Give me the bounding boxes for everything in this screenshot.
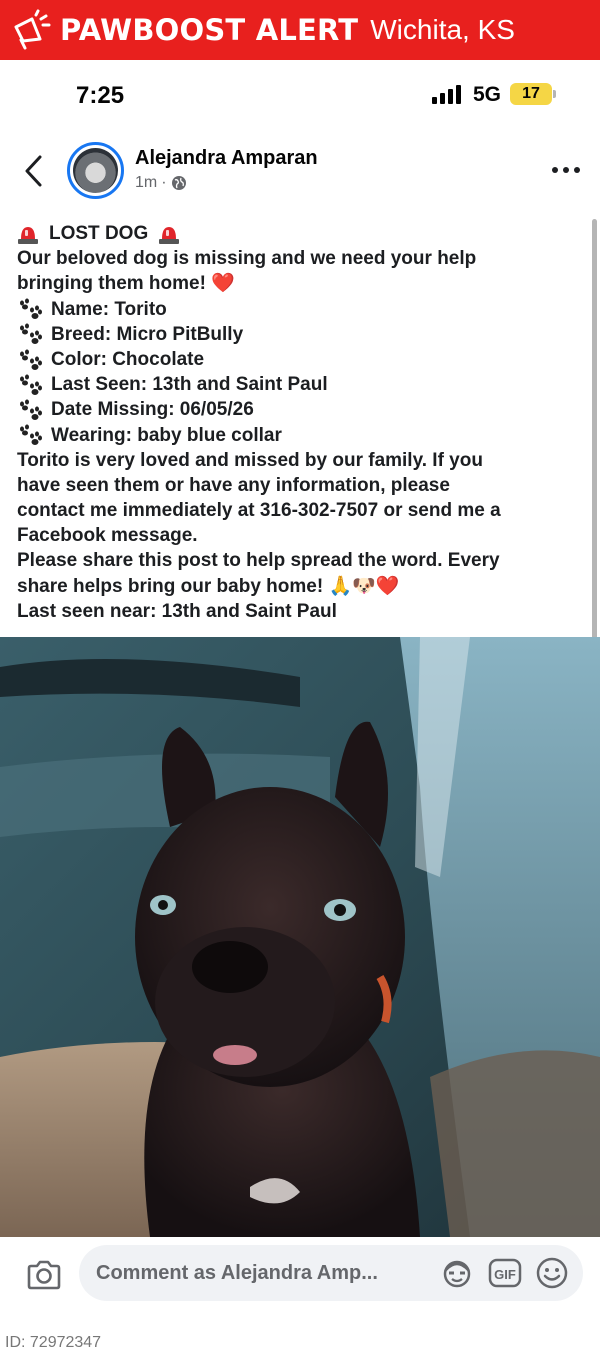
paw-prints-icon (17, 349, 43, 371)
post-text (17, 221, 592, 624)
detail-text: Last Seen: 13th and Saint Paul (51, 374, 328, 396)
back-arrow-icon[interactable] (20, 154, 48, 188)
paw-prints-icon (17, 298, 43, 320)
gif-icon[interactable] (488, 1258, 522, 1288)
detail-row (17, 423, 592, 448)
author-name[interactable]: Alejandra Amparan (135, 147, 318, 169)
comment-bar (0, 1237, 600, 1317)
post-paragraph-line: share helps bring our baby home! 🙏🐶❤️ (17, 575, 400, 597)
dog-photo[interactable] (0, 637, 600, 1237)
meta-separator: · (161, 174, 167, 191)
paw-prints-icon (17, 424, 43, 446)
listing-id: ID: 72972347 (5, 1334, 102, 1351)
post-header (0, 138, 600, 204)
post-last-seen: Last seen near: 13th and Saint Paul (17, 600, 337, 622)
comment-input[interactable] (79, 1245, 583, 1301)
gif-label: GIF (494, 1267, 516, 1282)
post-paragraph-line: Facebook message. (17, 525, 198, 547)
detail-row (17, 322, 592, 347)
post-intro-line: Our beloved dog is missing and we need your help (17, 248, 477, 270)
avatar-sticker-icon[interactable] (440, 1257, 474, 1289)
camera-icon[interactable] (26, 1259, 62, 1291)
globe-icon (171, 175, 187, 191)
alert-brand: PAWBOOST ALERT (60, 13, 359, 47)
status-bar (0, 68, 600, 122)
battery-level: 17 (510, 83, 552, 105)
detail-text: Wearing: baby blue collar (51, 424, 282, 446)
post-headline-line (17, 221, 592, 246)
siren-emoji-icon (158, 224, 180, 244)
paw-prints-icon (17, 374, 43, 396)
post-intro-line: bringing them home! ❤️ (17, 273, 235, 295)
detail-text: Breed: Micro PitBully (51, 323, 244, 345)
paw-prints-icon (17, 399, 43, 421)
detail-text: Name: Torito (51, 298, 167, 320)
network-type: 5G (473, 83, 502, 106)
megaphone-icon (10, 9, 52, 51)
detail-text: Date Missing: 06/05/26 (51, 399, 254, 421)
status-time: 7:25 (76, 82, 125, 109)
post-headline: LOST DOG (49, 223, 149, 244)
comment-placeholder: Comment as Alejandra Amp... (96, 1262, 378, 1284)
alert-location: Wichita, KS (370, 14, 515, 45)
post-paragraph-line: contact me immediately at 316-302-7507 or send me a (17, 500, 501, 522)
author-avatar[interactable] (67, 142, 124, 199)
pawboost-alert-banner (0, 0, 600, 60)
detail-row (17, 397, 592, 422)
post-age[interactable]: 1m (135, 174, 158, 191)
post-meta (135, 174, 187, 192)
post-paragraph-line: Torito is very loved and missed by our family. If you (17, 449, 483, 471)
detail-row (17, 347, 592, 372)
paw-prints-icon (17, 323, 43, 345)
siren-emoji-icon (17, 224, 39, 244)
emoji-icon[interactable] (535, 1256, 569, 1290)
detail-row (17, 372, 592, 397)
battery-icon (553, 90, 556, 98)
post-paragraph-line: Please share this post to help spread the word. Every (17, 550, 500, 572)
detail-text: Color: Chocolate (51, 348, 205, 370)
more-options-icon[interactable] (550, 160, 582, 180)
post-paragraph-line: have seen them or have any information, please (17, 474, 450, 496)
detail-row (17, 297, 592, 322)
cellular-signal-icon (432, 84, 464, 104)
